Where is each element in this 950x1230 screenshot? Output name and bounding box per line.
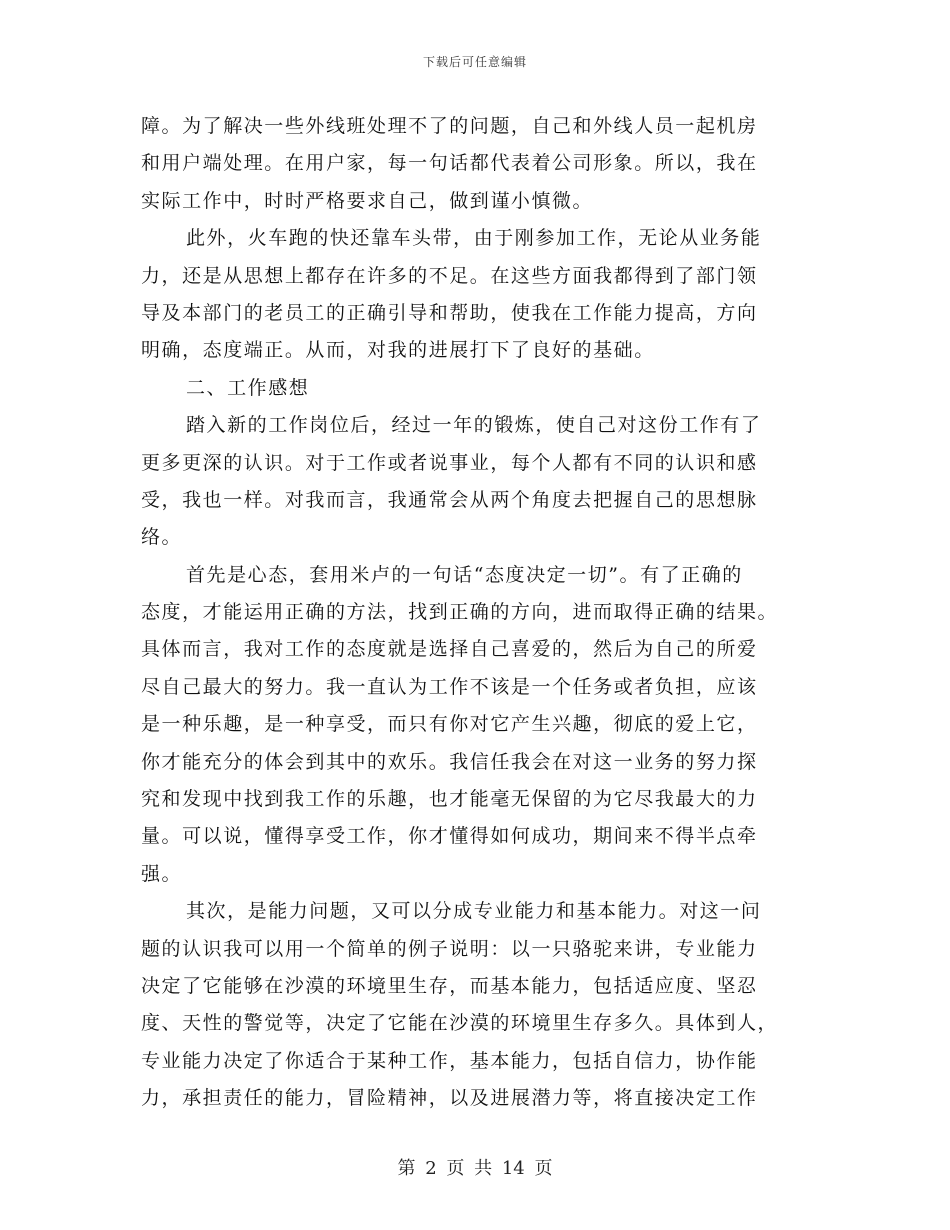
page-footer: 第 2 页 共 14 页 [397,1158,553,1179]
text-line: 首先是心态，套用米卢的一句话“态度决定一切”。有了正确的 [186,563,743,586]
text-line: 络。 [141,526,183,549]
text-line: 度、天性的警觉等，决定了它能在沙漠的环境里生存多久。具体到人， [141,1012,779,1035]
text-line: 此外，火车跑的快还靠车头带，由于刚参加工作，无论从业务能 [186,227,762,250]
text-line: 和用户端处理。在用户家，每一句话都代表着公司形象。所以，我在 [141,152,758,175]
text-line: 力，承担责任的能力，冒险精神，以及进展潜力等，将直接决定工作 [141,1087,758,1110]
text-line: 决定了它能够在沙漠的环境里生存，而基本能力，包括适应度、坚忍 [141,974,758,997]
text-line: 态度，才能运用正确的方法，找到正确的方向，进而取得正确的结果。 [141,601,779,624]
text-line: 实际工作中，时时严格要求自己，做到谨小慎微。 [141,189,594,212]
text-line: 究和发现中找到我工作的乐趣，也才能毫无保留的为它尽我最大的力 [141,788,758,811]
text-line: 其次，是能力问题，又可以分成专业能力和基本能力。对这一问 [186,900,762,923]
text-line: 更多更深的认识。对于工作或者说事业，每个人都有不同的认识和感 [141,451,758,474]
text-line: 具体而言，我对工作的态度就是选择自己喜爱的，然后为自己的所爱 [141,638,758,661]
document-body [141,108,811,1118]
page-header: 下载后可任意编辑 [422,55,527,69]
text-line: 明确，态度端正。从而，对我的进展打下了良好的基础。 [141,339,655,362]
text-line: 踏入新的工作岗位后，经过一年的锻炼，使自己对这份工作有了 [186,414,762,437]
text-line: 强。 [141,862,183,885]
text-line: 专业能力决定了你适合于某种工作，基本能力，包括自信力，协作能 [141,1049,758,1072]
text-line: 导及本部门的老员工的正确引导和帮助，使我在工作能力提高，方向 [141,301,758,324]
text-line: 受，我也一样。对我而言，我通常会从两个角度去把握自己的思想脉 [141,488,758,511]
text-line: 量。可以说，懂得享受工作，你才懂得如何成功，期间来不得半点牵 [141,825,758,848]
text-line: 二、工作感想 [186,376,310,399]
text-line: 你才能充分的体会到其中的欢乐。我信任我会在对这一业务的努力探 [141,750,758,773]
text-line: 题的认识我可以用一个简单的例子说明：以一只骆驼来讲，专业能力 [141,937,758,960]
text-line: 尽自己最大的努力。我一直认为工作不该是一个任务或者负担，应该 [141,675,758,698]
text-line: 障。为了解决一些外线班处理不了的问题，自己和外线人员一起机房 [141,115,758,137]
text-line: 是一种乐趣，是一种享受，而只有你对它产生兴趣，彻底的爱上它， [141,713,758,736]
text-line: 力，还是从思想上都存在许多的不足。在这些方面我都得到了部门领 [141,264,758,287]
